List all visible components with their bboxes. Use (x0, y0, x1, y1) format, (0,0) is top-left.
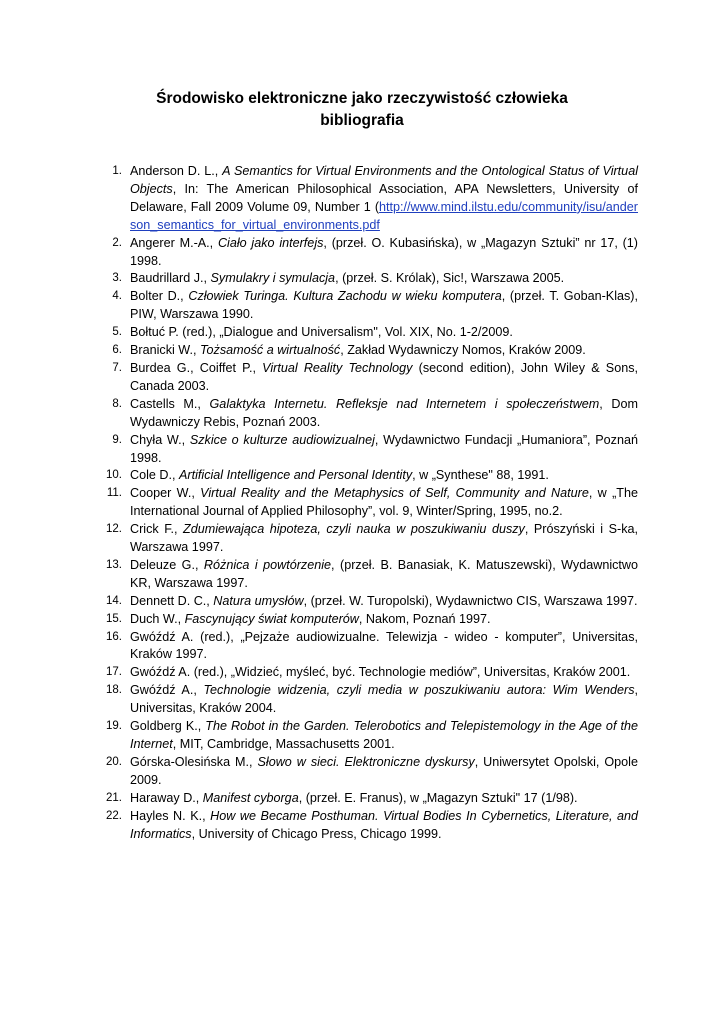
bibliography-entry (96, 270, 638, 288)
entry-author: Gwóźdź A. (red.), „Widzieć, myśleć, być. Technologie mediów”, Universitas, Kraków 2001. (130, 665, 631, 680)
bibliography-entry (96, 163, 638, 235)
entry-publication: , Wydawnictwo Fundacji „Humaniora”, Poznań 1998. (130, 432, 638, 465)
entry-number: 5. (112, 326, 122, 339)
bibliography-entry (96, 342, 638, 360)
bibliography-entry (96, 360, 638, 396)
bibliography-entry (96, 682, 638, 718)
entry-title: Symulakry i symulacja (210, 271, 336, 286)
bibliography-entry (96, 432, 638, 468)
bibliography-entry (96, 521, 638, 557)
entry-author: Castells M., (130, 396, 210, 411)
entry-number: 22. (106, 809, 122, 822)
bibliography-entry (96, 790, 638, 808)
entry-number: 15. (106, 612, 122, 625)
entry-author: Dennett D. C., (130, 593, 214, 608)
entry-title: Różnica i powtórzenie (203, 557, 332, 572)
entry-title: Słowo w sieci. Elektroniczne dyskursy (257, 754, 475, 769)
entry-publication: (second edition), John Wiley & Sons, Canada 2003. (130, 360, 638, 393)
entry-publication: , w „The International Journal of Applied Philosophy”, vol. 9, Winter/Spring, 1995, no.2. (130, 486, 638, 519)
entry-number: 9. (112, 433, 122, 446)
page-title (0, 88, 724, 132)
entry-publication: , (przeł. B. Banasiak, K. Matuszewski), Wydawnictwo KR, Warszawa 1997. (130, 557, 639, 590)
entry-number: 14. (106, 594, 122, 607)
entry-number: 19. (106, 720, 122, 733)
entry-number: 13. (106, 558, 122, 571)
entry-number: 21. (106, 791, 122, 804)
entry-number: 16. (106, 630, 122, 643)
entry-author: Cole D., (130, 468, 179, 483)
entry-number: 3. (112, 272, 122, 285)
bibliography-entry (96, 467, 638, 485)
entry-publication: , (przeł. T. Goban-Klas), PIW, Warszawa 1990. (130, 289, 638, 322)
title-line-2: bibliografia (320, 112, 404, 129)
bibliography-list (96, 163, 638, 843)
entry-publication: , In: The American Philosophical Association, APA Newsletters, University of Delaware, Fall 2009 Volume 09, Number 1 ( (130, 181, 638, 214)
entry-title: Człowiek Turinga. Kultura Zachodu w wieku komputera (188, 289, 502, 304)
entry-author: Bolter D., (130, 289, 189, 304)
entry-title: Manifest cyborga (202, 790, 299, 805)
entry-number: 11. (106, 487, 122, 500)
entry-title: Technologie widzenia, czyli media w poszukiwaniu autora: Wim Wenders (203, 683, 635, 698)
entry-number: 17. (106, 666, 122, 679)
entry-title: Tożsamość a wirtualność (199, 343, 341, 358)
entry-publication: , University of Chicago Press, Chicago 1999. (191, 826, 442, 841)
entry-publication: , Zakład Wydawniczy Nomos, Kraków 2009. (340, 343, 586, 358)
bibliography-entry (96, 288, 638, 324)
bibliography-entry (96, 664, 638, 682)
entry-author: Baudrillard J., (130, 271, 211, 286)
entry-author: Bołtuć P. (red.), „Dialogue and Universalism", Vol. XIX, No. 1-2/2009. (130, 325, 513, 340)
bibliography-entry (96, 485, 638, 521)
entry-author: Cooper W., (130, 486, 201, 501)
entry-title: Galaktyka Internetu. Refleksje nad Internetem i społeczeństwem (209, 396, 600, 411)
entry-publication: , Nakom, Poznań 1997. (358, 611, 491, 626)
entry-number: 10. (106, 469, 122, 482)
entry-author: Crick F., (130, 522, 184, 537)
title-line-1: Środowisko elektroniczne jako rzeczywistość człowieka (156, 90, 568, 107)
bibliography-entry (96, 808, 638, 844)
bibliography-entry (96, 629, 638, 665)
bibliography-entry (96, 235, 638, 271)
bibliography-entry (96, 324, 638, 342)
bibliography-entry (96, 718, 638, 754)
entry-author: Angerer M.-A., (130, 235, 218, 250)
bibliography-entry (96, 611, 638, 629)
entry-title: Ciało jako interfejs (217, 235, 324, 250)
entry-author: Branicki W., (130, 343, 200, 358)
entry-publication: , (przeł. W. Turopolski), Wydawnictwo CIS, Warszawa 1997. (303, 593, 638, 608)
entry-number: 20. (106, 755, 122, 768)
entry-title: The Robot in the Garden. Telerobotics and Telepistemology in the Age of the Internet (130, 719, 638, 751)
entry-publication: , MIT, Cambridge, Massachusetts 2001. (172, 737, 395, 751)
entry-link[interactable]: http://www.mind.ilstu.edu/community/isu/anderson_semantics_for_virtual_environments.pdf (130, 199, 638, 232)
entry-number: 12. (106, 523, 122, 536)
entry-author: Chyła W., (130, 432, 190, 447)
entry-author: Burdea G., Coiffet P., (130, 360, 263, 375)
entry-number: 1. (112, 165, 122, 177)
entry-number: 4. (112, 290, 122, 303)
bibliography-entry (96, 593, 638, 611)
entry-number: 8. (112, 397, 122, 410)
entry-title: A Semantics for Virtual Environments and the Ontological Status of Virtual Objects (130, 164, 638, 196)
entry-author: Anderson D. L., (130, 164, 223, 178)
entry-title: Artificial Intelligence and Personal Identity (179, 468, 413, 483)
entry-publication: , (przeł. S. Królak), Sic!, Warszawa 2005. (335, 271, 565, 286)
entry-title: Szkice o kulturze audiowizualnej (189, 432, 375, 447)
entry-publication: , Dom Wydawniczy Rebis, Poznań 2003. (130, 396, 638, 429)
entry-author: Hayles N. K., (130, 808, 211, 823)
entry-author: Haraway D., (130, 790, 203, 805)
entry-publication: , Uniwersytet Opolski, Opole 2009. (130, 754, 638, 787)
entry-author: Górska-Olesińska M., (130, 754, 258, 769)
bibliography-entry (96, 557, 638, 593)
entry-publication: , w „Synthese" 88, 1991. (412, 468, 549, 483)
entry-author: Duch W., (130, 611, 185, 626)
entry-title: Virtual Reality Technology (262, 360, 413, 375)
entry-title: Fascynujący świat komputerów (184, 611, 359, 626)
entry-number: 7. (112, 361, 122, 374)
entry-title: How we Became Posthuman. Virtual Bodies In Cybernetics, Literature, and Informatics (130, 808, 639, 841)
entry-title: Zdumiewająca hipoteza, czyli nauka w poszukiwaniu duszy (183, 522, 525, 537)
entry-title: Natura umysłów (213, 593, 304, 608)
entry-number: 2. (112, 236, 122, 249)
entry-title: Virtual Reality and the Metaphysics of Self, Community and Nature (200, 486, 589, 501)
entry-number: 18. (106, 684, 122, 697)
entry-publication: , Prószyński i S-ka, Warszawa 1997. (130, 522, 638, 555)
entry-author: Goldberg K., (130, 719, 206, 734)
entry-author: Gwóźdź A. (red.), „Pejzaże audiowizualne. Telewizja - wideo - komputer”, Universitas, Kraków 1997. (130, 629, 638, 662)
entry-number: 6. (112, 344, 122, 357)
entry-author: Deleuze G., (130, 557, 204, 572)
entry-publication: , (przeł. E. Franus), w „Magazyn Sztuki" 17 (1/98). (298, 790, 578, 805)
bibliography-entry (96, 754, 638, 790)
entry-publication: , Universitas, Kraków 2004. (130, 683, 638, 716)
entry-publication: , (przeł. O. Kubasińska), w „Magazyn Sztuki” nr 17, (1) 1998. (130, 235, 638, 268)
entry-author: Gwóźdź A., (130, 683, 204, 698)
bibliography-entry (96, 396, 638, 432)
